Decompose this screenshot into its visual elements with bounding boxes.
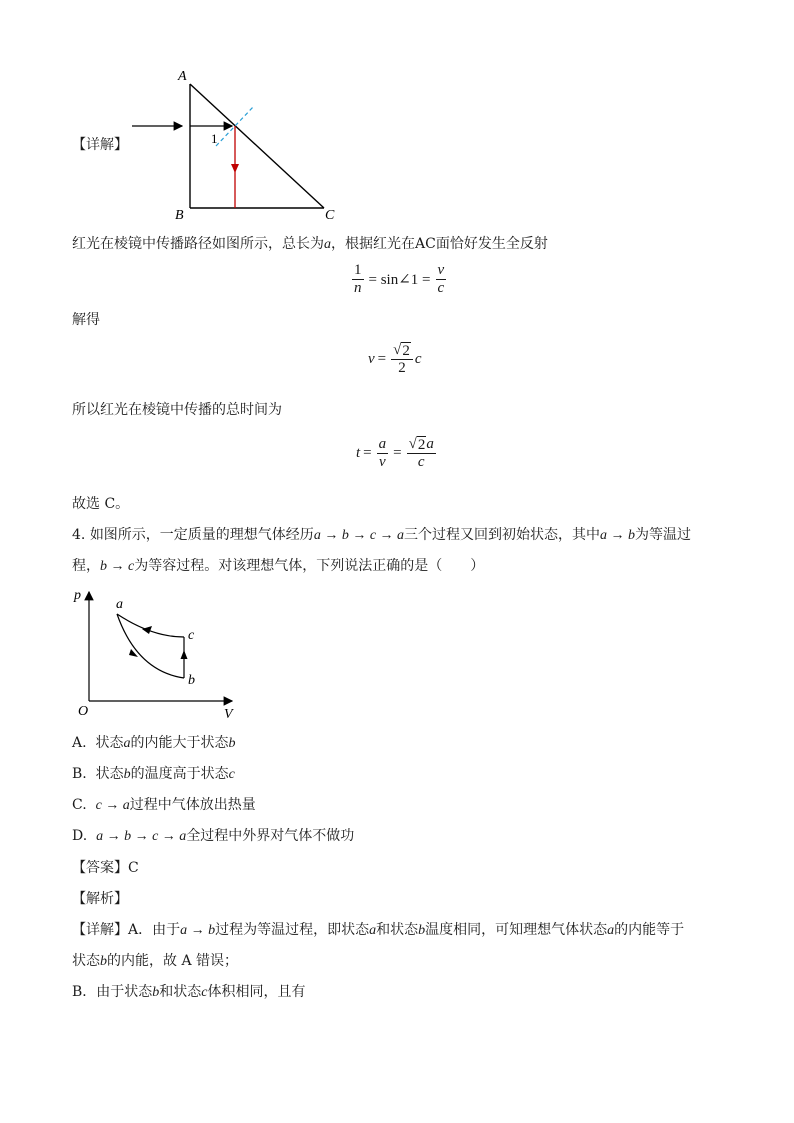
prism-diagram [120,62,350,227]
question-4-line-2: 程，b → c为等容过程。对该理想气体，下列说法正确的是（ ） [72,558,485,574]
reflected-ray-arrow [231,164,239,173]
point-a-label: a [116,597,123,612]
analysis-tag: 【解析】 [72,891,128,907]
label-c: C [325,208,335,223]
paragraph-1: 红光在棱镜中传播路径如图所示，总长为a，根据红光在AC面恰好发生全反射 [72,236,548,252]
detail-2-line-2: 状态b的内能，故 A 错误； [72,953,239,969]
previous-answer: 故选 C。 [72,496,130,512]
prism-side-ac [190,84,324,208]
label-a: A [178,69,187,84]
line-bc-arrow [181,650,188,659]
curve-ab [117,614,184,678]
choice-a: A. 状态a的内能大于状态b [72,735,236,751]
origin-label: O [78,704,89,719]
curve-ca-arrow [142,626,152,634]
equation-3: t = $\frac{a}{v}$ = √ 2 a c [356,436,434,470]
detail-2-line-1: 【详解】A．由于a → b过程为等温过程，即状态a和状态b温度相同，可知理想气体状态a的内能等于 [72,922,685,938]
sqrt-symbol: √ 2 [393,342,410,359]
choice-d: D. a → b → c → a全过程中外界对气体不做功 [72,828,355,844]
angle-label: 1 [211,131,218,146]
choice-c: C. c → a过程中气体放出热量 [72,797,256,813]
choice-b: B. 状态b的温度高于状态c [72,766,235,782]
point-b-label: b [188,673,195,688]
equation-2: v = √ 2 2 c [368,342,422,376]
part-b-line: B．由于状态b和状态c体积相同，且有 [72,984,306,1000]
axis-p-label: p [74,588,81,603]
detail-tag: 【详解】 [72,137,128,153]
paragraph-2: 所以红光在棱镜中传播的总时间为 [72,402,282,418]
point-c-label: c [188,628,195,643]
question-4-line-1: 4. 如图所示，一定质量的理想气体经历a → b → c → a三个过程又回到初始状态，其中a → b为等温过 [72,527,692,543]
solve-label: 解得 [72,312,100,328]
curve-ca [117,614,184,637]
equation-1: $\frac{1}{n}$ = sin∠1 = $\frac{v}{c}$ [354,262,445,296]
axis-v-label: V [224,707,233,721]
answer-line: 【答案】C [72,860,139,876]
pv-diagram [72,586,242,721]
label-b: B [175,208,184,223]
